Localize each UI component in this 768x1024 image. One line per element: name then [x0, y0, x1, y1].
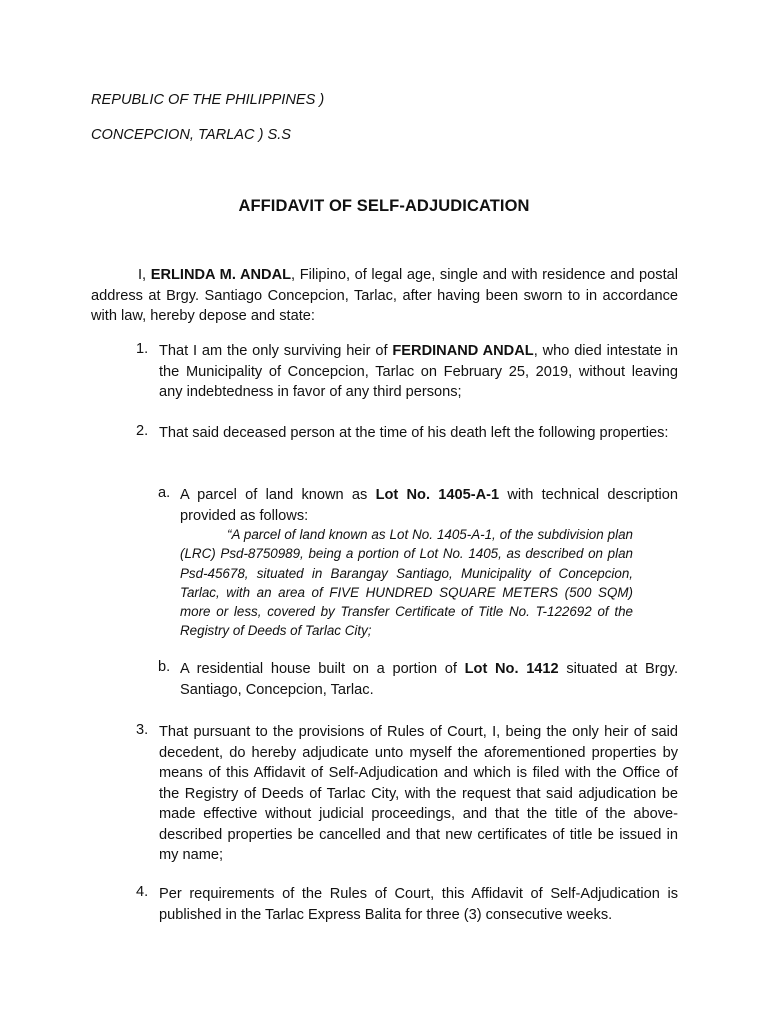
item-1-rest: , who died intestate in the Municipality of Concepcion, Tarlac on February 25, 2019, without leaving any indebtedness in favor of any third persons;: [159, 343, 678, 400]
sub-item-letter: b.: [158, 659, 171, 675]
list-item-text: That said deceased person at the time of his death left the following properties:: [159, 425, 669, 441]
sub-item-text: [180, 485, 678, 526]
decedent-name: FERDINAND ANDAL: [392, 343, 534, 359]
list-number: 4.: [136, 884, 149, 900]
technical-description-quote: “A parcel of land known as Lot No. 1405-A-1, of the subdivision plan (LRC) Psd-8750989, being a portion of Lot No. 1405, as described on plan Psd-45678, situated in Barangay Santiago, Municipality of Concepcion, Tarlac, with an area of FIVE HUNDRED SQUARE METERS (500 SQM) more or less, covered by Transfer Certificate of Title No. T-122692 of the Registry of Deeds of Tarlac City;: [180, 527, 633, 639]
lot-number-b: Lot No. 1412: [464, 661, 559, 677]
intro-rest: , Filipino, of legal age, single and with residence and postal address at Brgy. Santiago Concepcion, Tarlac, after having been sworn to in accordance with law, hereby depose and state:: [91, 267, 678, 324]
intro-paragraph: [91, 265, 678, 327]
list-number: 2.: [136, 423, 149, 439]
sub-a-prefix: A parcel of land known as: [180, 487, 376, 503]
venue-line-republic: REPUBLIC OF THE PHILIPPINES ): [91, 92, 325, 108]
lot-number-a: Lot No. 1405-A-1: [375, 487, 500, 503]
sub-b-rest: situated at Brgy. Santiago, Concepcion, Tarlac.: [180, 661, 678, 698]
sub-item-letter: a.: [158, 485, 171, 501]
item-1-prefix: That I am the only surviving heir of: [159, 343, 393, 359]
document-title: AFFIDAVIT OF SELF-ADJUDICATION: [238, 197, 530, 215]
sub-b-prefix: A residential house built on a portion of: [180, 661, 465, 677]
list-item-text: That pursuant to the provisions of Rules of Court, I, being the only heir of said decedent, do hereby adjudicate unto myself the aforementioned properties by means of this Affidavit of Self-Adjudication and which is filed with the Office of the Registry of Deeds of Tarlac City, with the request that said adjudication be made effective without judicial proceedings, and that the title of the above-described properties be cancelled and that new certificates of title be issued in my name;: [159, 724, 678, 863]
list-item-text: Per requirements of the Rules of Court, this Affidavit of Self-Adjudication is published in the Tarlac Express Balita for three (3) consecutive weeks.: [159, 886, 678, 923]
sub-item-text: [180, 659, 678, 700]
sub-a-rest: with technical description provided as follows:: [180, 487, 678, 524]
list-number: 1.: [136, 341, 149, 357]
list-number: 3.: [136, 722, 149, 738]
venue-line-municipality: CONCEPCION, TARLAC ) S.S: [91, 127, 292, 143]
intro-prefix: I,: [138, 267, 151, 283]
affiant-name: ERLINDA M. ANDAL: [150, 267, 292, 283]
list-item-text: [159, 341, 678, 403]
